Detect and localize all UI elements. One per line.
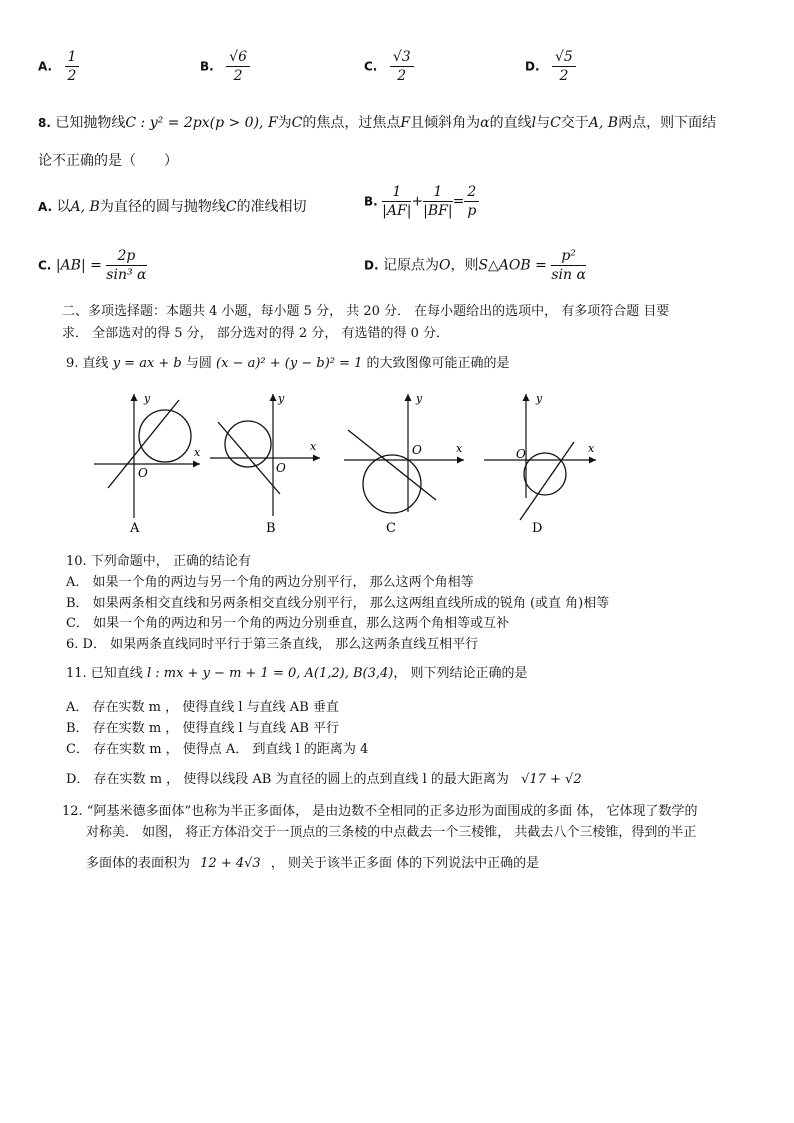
option-label: C.	[364, 59, 378, 74]
graph-axis-y-label: y	[416, 392, 423, 405]
q9-math-line: y = ax + b	[112, 356, 182, 371]
q9-text: 与圆	[185, 356, 212, 371]
q12-math: 12 + 4√3	[200, 856, 261, 871]
q9-graphs	[80, 388, 600, 540]
q10-option-c: C． 如果一个角的两边和另一个角的两边分别垂直，那么这两个角相等或互补	[66, 616, 510, 631]
q9-math-circle: (x − a)² + (y − b)² = 1	[216, 356, 363, 371]
section2-line2: 求． 全部选对的得 5 分， 部分选对的得 2 分， 有选错的得 0 分．	[62, 326, 450, 341]
q8-option-a	[38, 196, 307, 216]
fraction	[551, 247, 586, 284]
q9-stem	[66, 352, 510, 371]
q8-option-d	[364, 247, 586, 284]
option-text: 的准线相切	[236, 199, 307, 215]
q8-text: 的直线	[489, 115, 532, 131]
numerator: 1	[65, 48, 80, 67]
option-label: C.	[38, 258, 52, 273]
q12-line3	[86, 852, 539, 871]
option-text: 记原点为	[382, 257, 439, 274]
q12-line2: 对称美． 如图， 将正方体沿交于一顶点的三条棱的中点截去一个三棱锥， 共截去八个三棱锥，得到的半正	[86, 825, 697, 840]
q9-text: 的大致图像可能正确的是	[366, 356, 510, 371]
q11-stem	[66, 662, 528, 681]
denominator: 2	[559, 68, 569, 84]
fraction	[464, 183, 479, 220]
graph-label-a: A	[130, 521, 140, 536]
q9-graph-a	[94, 392, 201, 536]
q8-text: 且倾斜角为	[410, 115, 481, 131]
equals-sign: =	[452, 193, 465, 210]
numerator: p²	[551, 247, 586, 266]
q11-math: √17 + √2	[521, 772, 582, 787]
q8-text: 与	[536, 115, 551, 131]
q10-option-a: A． 如果一个角的两边与另一个角的两边分别平行， 那么这两个角相等	[66, 575, 474, 590]
option-label: D.	[364, 258, 379, 273]
q8-math: F	[400, 115, 411, 131]
numerator: √3	[390, 48, 414, 67]
q11-text: D． 存在实数 m ， 使得以线段 AB 为直径的圆上的点到直线 l 的最大距离为	[66, 772, 509, 787]
q8-math: α	[480, 115, 490, 131]
q9-text: 9. 直线	[66, 356, 109, 371]
q9-graph-c	[344, 392, 464, 536]
q12-text: 多面体的表面积为	[86, 856, 191, 871]
fraction	[423, 183, 452, 220]
option-label: A.	[38, 200, 53, 214]
fraction	[382, 183, 411, 220]
section2-line1: 二、多项选择题：本题共 4 小题，每小题 5 分， 共 20 分． 在每小题给出的选项中， 有多项符合题 目要	[62, 304, 670, 319]
q9-graph-b	[210, 392, 320, 536]
graph-label-d: D	[532, 521, 543, 536]
graph-origin-label: O	[412, 443, 422, 457]
q8-option-b	[364, 183, 479, 220]
option-text: 以	[56, 199, 71, 215]
plus-sign: +	[411, 193, 424, 210]
graph-axis-y-label: y	[536, 392, 543, 405]
numerator: √6	[226, 48, 250, 67]
q8-text: 为	[277, 115, 292, 131]
q8-stem-line1	[38, 112, 716, 132]
denominator: |BF|	[423, 203, 453, 219]
denominator: 2	[397, 68, 407, 84]
numerator: 1	[423, 183, 452, 202]
graph-label-b: B	[266, 521, 276, 536]
question-number: 8.	[38, 116, 51, 130]
option-label: B.	[200, 59, 214, 74]
option-math: |AB| =	[55, 257, 102, 274]
q7-option-c	[364, 48, 414, 85]
option-fraction	[226, 48, 250, 85]
graph-origin-label: O	[276, 461, 286, 475]
option-fraction	[65, 48, 80, 85]
q10-option-b: B． 如果两条相交直线和另两条相交直线分别平行， 那么这两组直线所成的锐角 (或直 角)相等	[66, 596, 610, 611]
q11-option-a: A． 存在实数 m ， 使得直线 l 与直线 AB 垂直	[66, 700, 339, 715]
option-label: A.	[38, 59, 53, 74]
option-text: ，则	[450, 257, 479, 274]
q11-text: ， 则下列结论正确的是	[393, 666, 528, 681]
graph-axis-x-label: x	[194, 446, 201, 459]
option-text: 为直径的圆与抛物线	[99, 199, 226, 215]
numerator: 2p	[106, 247, 146, 266]
option-math: O	[438, 257, 451, 274]
q8-math: A, B	[588, 115, 619, 131]
denominator: sin³ α	[106, 267, 147, 283]
q10-option-d: 6. D． 如果两条直线同时平行于第三条直线， 那么这两条直线互相平行	[66, 637, 479, 652]
graph-origin-label: O	[516, 447, 526, 461]
q8-stem-line2: 论不正确的是（ ）	[38, 153, 178, 169]
fraction	[106, 247, 146, 284]
option-fraction	[552, 48, 576, 85]
option-math: C	[225, 199, 237, 215]
q8-math: C	[291, 115, 303, 131]
graph-axis-x-label: x	[456, 442, 463, 455]
graph-label-c: C	[386, 521, 396, 536]
graph-axis-y-label: y	[144, 392, 151, 405]
graph-axis-x-label: x	[310, 440, 317, 453]
q8-option-c	[38, 247, 147, 284]
q11-option-c: C． 存在实数 m ， 使得点 A． 到直线 l 的距离为 4	[66, 742, 369, 757]
q8-math: C	[550, 115, 561, 131]
q7-option-b	[200, 48, 250, 85]
q8-math-parabola: C : y² = 2px(p > 0), F	[125, 115, 278, 131]
q8-math: l	[531, 115, 537, 131]
q9-graph-d	[484, 392, 596, 536]
q8-text: 交于	[560, 115, 589, 131]
denominator: p	[467, 203, 477, 219]
option-fraction	[390, 48, 414, 85]
denominator: 2	[67, 68, 77, 84]
q7-option-d	[525, 48, 576, 85]
denominator: |AF|	[382, 203, 412, 219]
q7-option-a	[38, 48, 79, 85]
numerator: √5	[552, 48, 576, 67]
q8-text: 两点，则下面结	[618, 115, 717, 131]
option-math: A, B	[70, 199, 100, 215]
q12-line1: 12. “阿基米德多面体”也称为半正多面体， 是由边数不全相同的正多边形为面围成的多面 体， 它体现了数学的	[62, 804, 698, 819]
graph-origin-label: O	[138, 466, 148, 480]
numerator: 1	[382, 183, 411, 202]
graph-axis-y-label: y	[278, 392, 285, 405]
numerator: 2	[464, 183, 479, 202]
q12-text: ， 则关于该半正多面 体的下列说法中正确的是	[270, 856, 540, 871]
q11-math: l : mx + y − m + 1 = 0, A(1,2), B(3,4)	[146, 666, 394, 681]
graph-axis-x-label: x	[588, 442, 595, 455]
denominator: 2	[233, 68, 243, 84]
q11-text: 11. 已知直线	[66, 666, 143, 681]
q8-text: 已知抛物线	[55, 115, 126, 131]
q11-option-b: B． 存在实数 m ， 使得直线 l 与直线 AB 平行	[66, 721, 340, 736]
q11-option-d	[66, 768, 582, 787]
option-label: B.	[364, 194, 378, 209]
denominator: sin α	[551, 267, 586, 283]
q10-stem: 10. 下列命题中， 正确的结论有	[66, 554, 251, 569]
option-math: S△AOB =	[478, 257, 547, 274]
option-label: D.	[525, 59, 540, 74]
q8-text: 的焦点，过焦点	[302, 115, 401, 131]
